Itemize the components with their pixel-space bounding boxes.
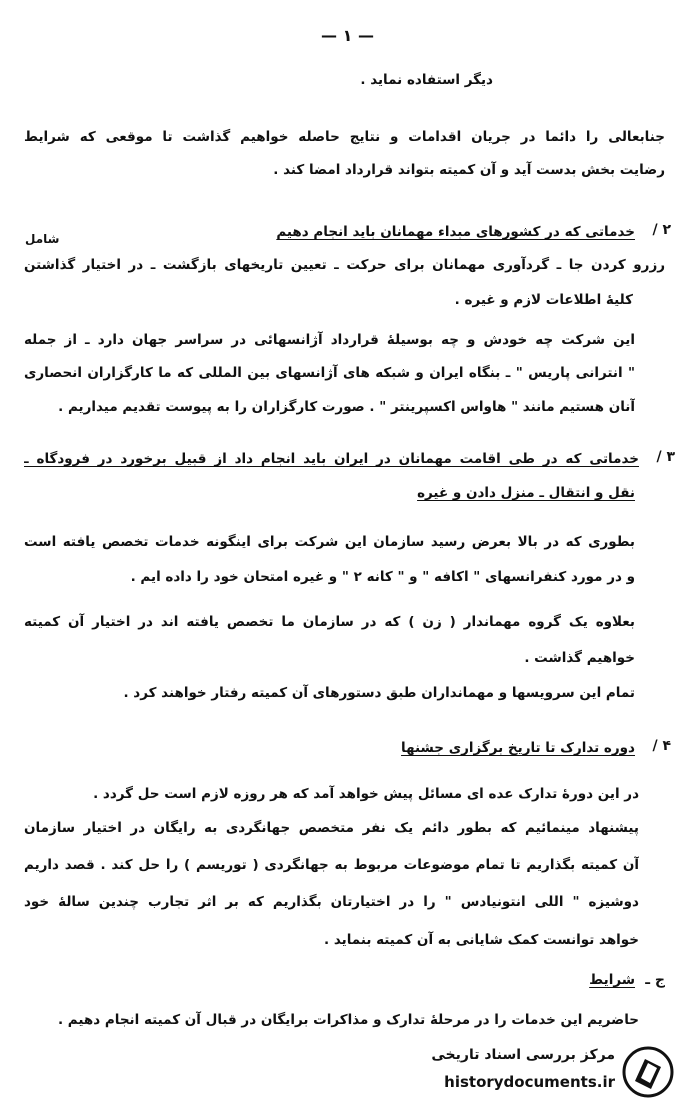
text-line: دوشیزه " اللی انتونیادس " را در اختیارتان بگذاریم که بر اثر تجارب چندین سالهٔ خود bbox=[24, 894, 639, 910]
section-letter: ج ـ bbox=[645, 972, 665, 988]
section-heading: شرایط bbox=[589, 972, 635, 988]
section-heading: خدماتی که در طی اقامت مهمانان در ایران باید انجام داد از قبیل برخورد در فرودگاه ـ bbox=[24, 451, 639, 467]
text-line: کلیهٔ اطلاعات لازم و غیره . bbox=[454, 292, 633, 308]
text-line: آن کمیته بگذاریم تا تمام موضوعات مربوط به جهانگردی ( توریسم ) را حل کند . قصد داریم bbox=[24, 857, 639, 873]
watermark-url: historydocuments.ir bbox=[444, 1073, 615, 1091]
watermark-title: مرکز بررسی اسناد تاریخی bbox=[431, 1047, 615, 1063]
text-line: بعلاوه یک گروه مهماندار ( زن ) که در سازمان ما تخصص یافته اند در اختیار آن کمیته bbox=[24, 614, 635, 630]
section-number: ۳ / bbox=[656, 449, 675, 465]
text-line: این شرکت چه خودش و چه بوسیلهٔ قرارداد آژانسهائی در سراسر جهان دارد ـ از جمله bbox=[24, 332, 635, 348]
watermark-logo bbox=[421, 1041, 681, 1103]
text-line: خواهیم گذاشت . bbox=[524, 650, 635, 666]
section-heading-continued: نقل و انتقال ـ منزل دادن و غیره bbox=[417, 485, 635, 501]
text-line: خواهد توانست کمک شایانی به آن کمیته بنماید . bbox=[324, 932, 639, 948]
section-number: ۴ / bbox=[652, 738, 671, 754]
text-line: پیشنهاد مینمائیم که بطور دائم یک نفر متخصص جهانگردی به رایگان در اختیار سازمان bbox=[24, 820, 639, 836]
text-line: و در مورد کنفرانسهای " اکافه " و " کانه ۲ " و غیره امتحان خود را داده ایم . bbox=[130, 569, 635, 585]
text-line: بطوری که در بالا بعرض رسید سازمان این شرکت برای اینگونه خدمات تخصص یافته است bbox=[24, 534, 635, 550]
page-number: — ۱ — bbox=[321, 26, 374, 45]
text-line: رزرو کردن جا ـ گردآوری مهمانان برای حرکت ـ تعیین تاریخهای بازگشت ـ در اختیار گذاشتن bbox=[24, 257, 665, 273]
text-line: " انترانی پاریس " ـ بنگاه ایران و شبکه های آژانسهای بین المللی که ما کارگزاران انحصاری bbox=[24, 365, 635, 381]
text-line: آنان هستیم مانند " هاواس اکسپرینتر " . صورت کارگزاران را به پیوست تقدیم میداریم . bbox=[58, 399, 635, 415]
margin-note: شامل bbox=[25, 232, 60, 246]
section-heading: دوره تدارک تا تاریخ برگزاری جشنها bbox=[401, 740, 635, 756]
text-line: دیگر استفاده نماید . bbox=[360, 72, 493, 88]
text-line: تمام این سرویسها و مهمانداران طبق دستورهای آن کمیته رفتار خواهند کرد . bbox=[123, 685, 635, 701]
section-number: ۲ / bbox=[652, 222, 671, 238]
text-line: جنابعالی را دائما در جریان اقدامات و نتایج حاصله خواهیم گذاشت تا موقعی که شرایط bbox=[24, 129, 665, 145]
document-archive-icon bbox=[621, 1045, 675, 1099]
text-line: رضایت بخش بدست آید و آن کمیته بتواند قرارداد امضا کند . bbox=[273, 162, 665, 178]
text-line: حاضریم این خدمات را در مرحلهٔ تدارک و مذاکرات برایگان در قبال آن کمیته انجام دهیم . bbox=[57, 1012, 639, 1028]
section-heading: خدماتی که در کشورهای مبداء مهمانان باید انجام دهیم bbox=[276, 224, 635, 240]
text-line: در این دورهٔ تدارک عده ای مسائل پیش خواهد آمد که هر روزه لازم است حل گردد . bbox=[93, 786, 639, 802]
